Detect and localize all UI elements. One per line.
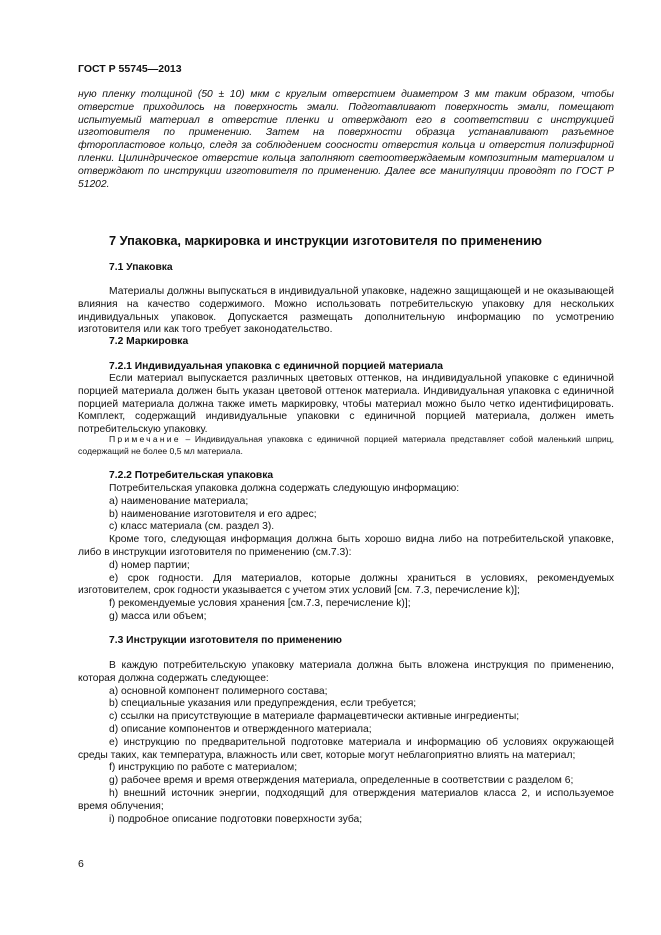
section-7-2-1-title: 7.2.1 Индивидуальная упаковка с единичной порцией материала (109, 361, 444, 372)
section-7-1-text: Материалы должны выпускаться в индивидуальной упаковке, надежно защищающей и не оказывающей влияния на качество содержимого. Можно использовать потребительскую упаковку для нескольких индивидуальных упаковок. Допускается размещать дополнительную информацию по усмотрению изготовителя или как того требует законодательство. (78, 286, 614, 336)
list-item: c) класс материала (см. раздел 3). (109, 521, 275, 533)
list-item: g) рабочее время и время отверждения материала, определенные в соответствии с разделом 6; (109, 775, 574, 787)
section-7-title: 7 Упаковка, маркировка и инструкции изготовителя по применению (109, 233, 542, 248)
section-7-2-1-text: Если материал выпускается различных цветовых оттенков, на индивидуальной упаковке с единичной порцией материала должен быть указан цветовой оттенок материала. Индивидуальная упаковка с единичной порцией материала должна также иметь маркировку, чтобы материал можно было четко идентифицировать. Комплект, содержащий индивидуальные упаковки с единичной порцией материала, должен иметь потребительскую упаковку. (78, 373, 614, 436)
section-7-2-2-mid: Кроме того, следующая информация должна быть хорошо видна либо на потребительской упаковке, либо в инструкции изготовителя по применению (см.7.3): (78, 534, 614, 558)
section-7-2-title: 7.2 Маркировка (109, 336, 189, 347)
section-7-2-2-title: 7.2.2 Потребительская упаковка (109, 470, 274, 481)
note-text: – Индивидуальная упаковка с единичной порцией материала представляет собой маленький шприц, содержащий не более 0,5 мл материала. (78, 434, 614, 456)
list-item: a) наименование материала; (109, 495, 249, 507)
intro-paragraph: ную пленку толщиной (50 ± 10) мкм с круглым отверстием диаметром 3 мм таким образом, чтобы отверстие приходилось на поверхность эмали. Подготавливают поверхность эмали, помещают испытуемый материал в отверстие пленки и отверждают его в соответствии с инструкцией изготовителя по применению. Затем на поверхности образца устанавливают разъемное фторопластовое кольцо, следя за соблюдением соосности отверстия кольца и отверстия полиэфирной пленки. Цилиндрическое отверстие кольца заполняют светоотверждаемым композитным материалом и отверждают по инструкции изготовителя по применению. Далее все манипуляции проводят по ГОСТ Р 51202. (78, 89, 614, 190)
section-7-2-2-lead: Потребительская упаковка должна содержать следующую информацию: (109, 483, 460, 494)
list-item: g) масса или объем; (109, 610, 207, 622)
document-header-id: ГОСТ Р 55745—2013 (78, 63, 182, 75)
section-7-3-body (78, 660, 614, 826)
list-item: d) номер партии; (109, 559, 190, 571)
section-7-2-2-body (78, 483, 614, 624)
list-item: a) основной компонент полимерного состава; (109, 685, 328, 697)
list-item: e) срок годности. Для материалов, которые должны храниться в условиях, рекомендуемых изготовителем, срок годности указывается с учетом этих условий [см. 7.3, перечисление k)]; (78, 572, 614, 597)
list-item: b) специальные указания или предупреждения, если требуется; (109, 698, 417, 710)
list-item: i) подробное описание подготовки поверхности зуба; (109, 813, 363, 825)
list-item: h) внешний источник энергии, подходящий для отверждения материалов класса 2, и используемое время облучения; (78, 787, 614, 812)
list-item: c) ссылки на присутствующие в материале фармацевтически активные ингредиенты; (109, 711, 520, 723)
list-item: e) инструкцию по предварительной подготовке материала и информацию об условиях окружающей среды таких, как температура, влажность или свет, которые могут неблагоприятно влиять на материал; (78, 736, 614, 761)
page-number: 6 (78, 858, 84, 870)
list-item: f) рекомендуемые условия хранения [см.7.3, перечисление k)]; (109, 598, 411, 610)
section-7-3-lead: В каждую потребительскую упаковку материала должна быть вложена инструкция по применению, которая должна содержать следующее: (78, 660, 614, 684)
note-paragraph (78, 434, 614, 457)
section-7-3-title: 7.3 Инструкции изготовителя по применению (109, 635, 342, 646)
note-label: Примечание (109, 434, 181, 444)
list-item: f) инструкцию по работе с материалом; (109, 762, 298, 774)
list-item: b) наименование изготовителя и его адрес; (109, 508, 317, 520)
section-7-1-title: 7.1 Упаковка (109, 262, 173, 273)
list-item: d) описание компонентов и отвержденного материала; (109, 723, 372, 735)
